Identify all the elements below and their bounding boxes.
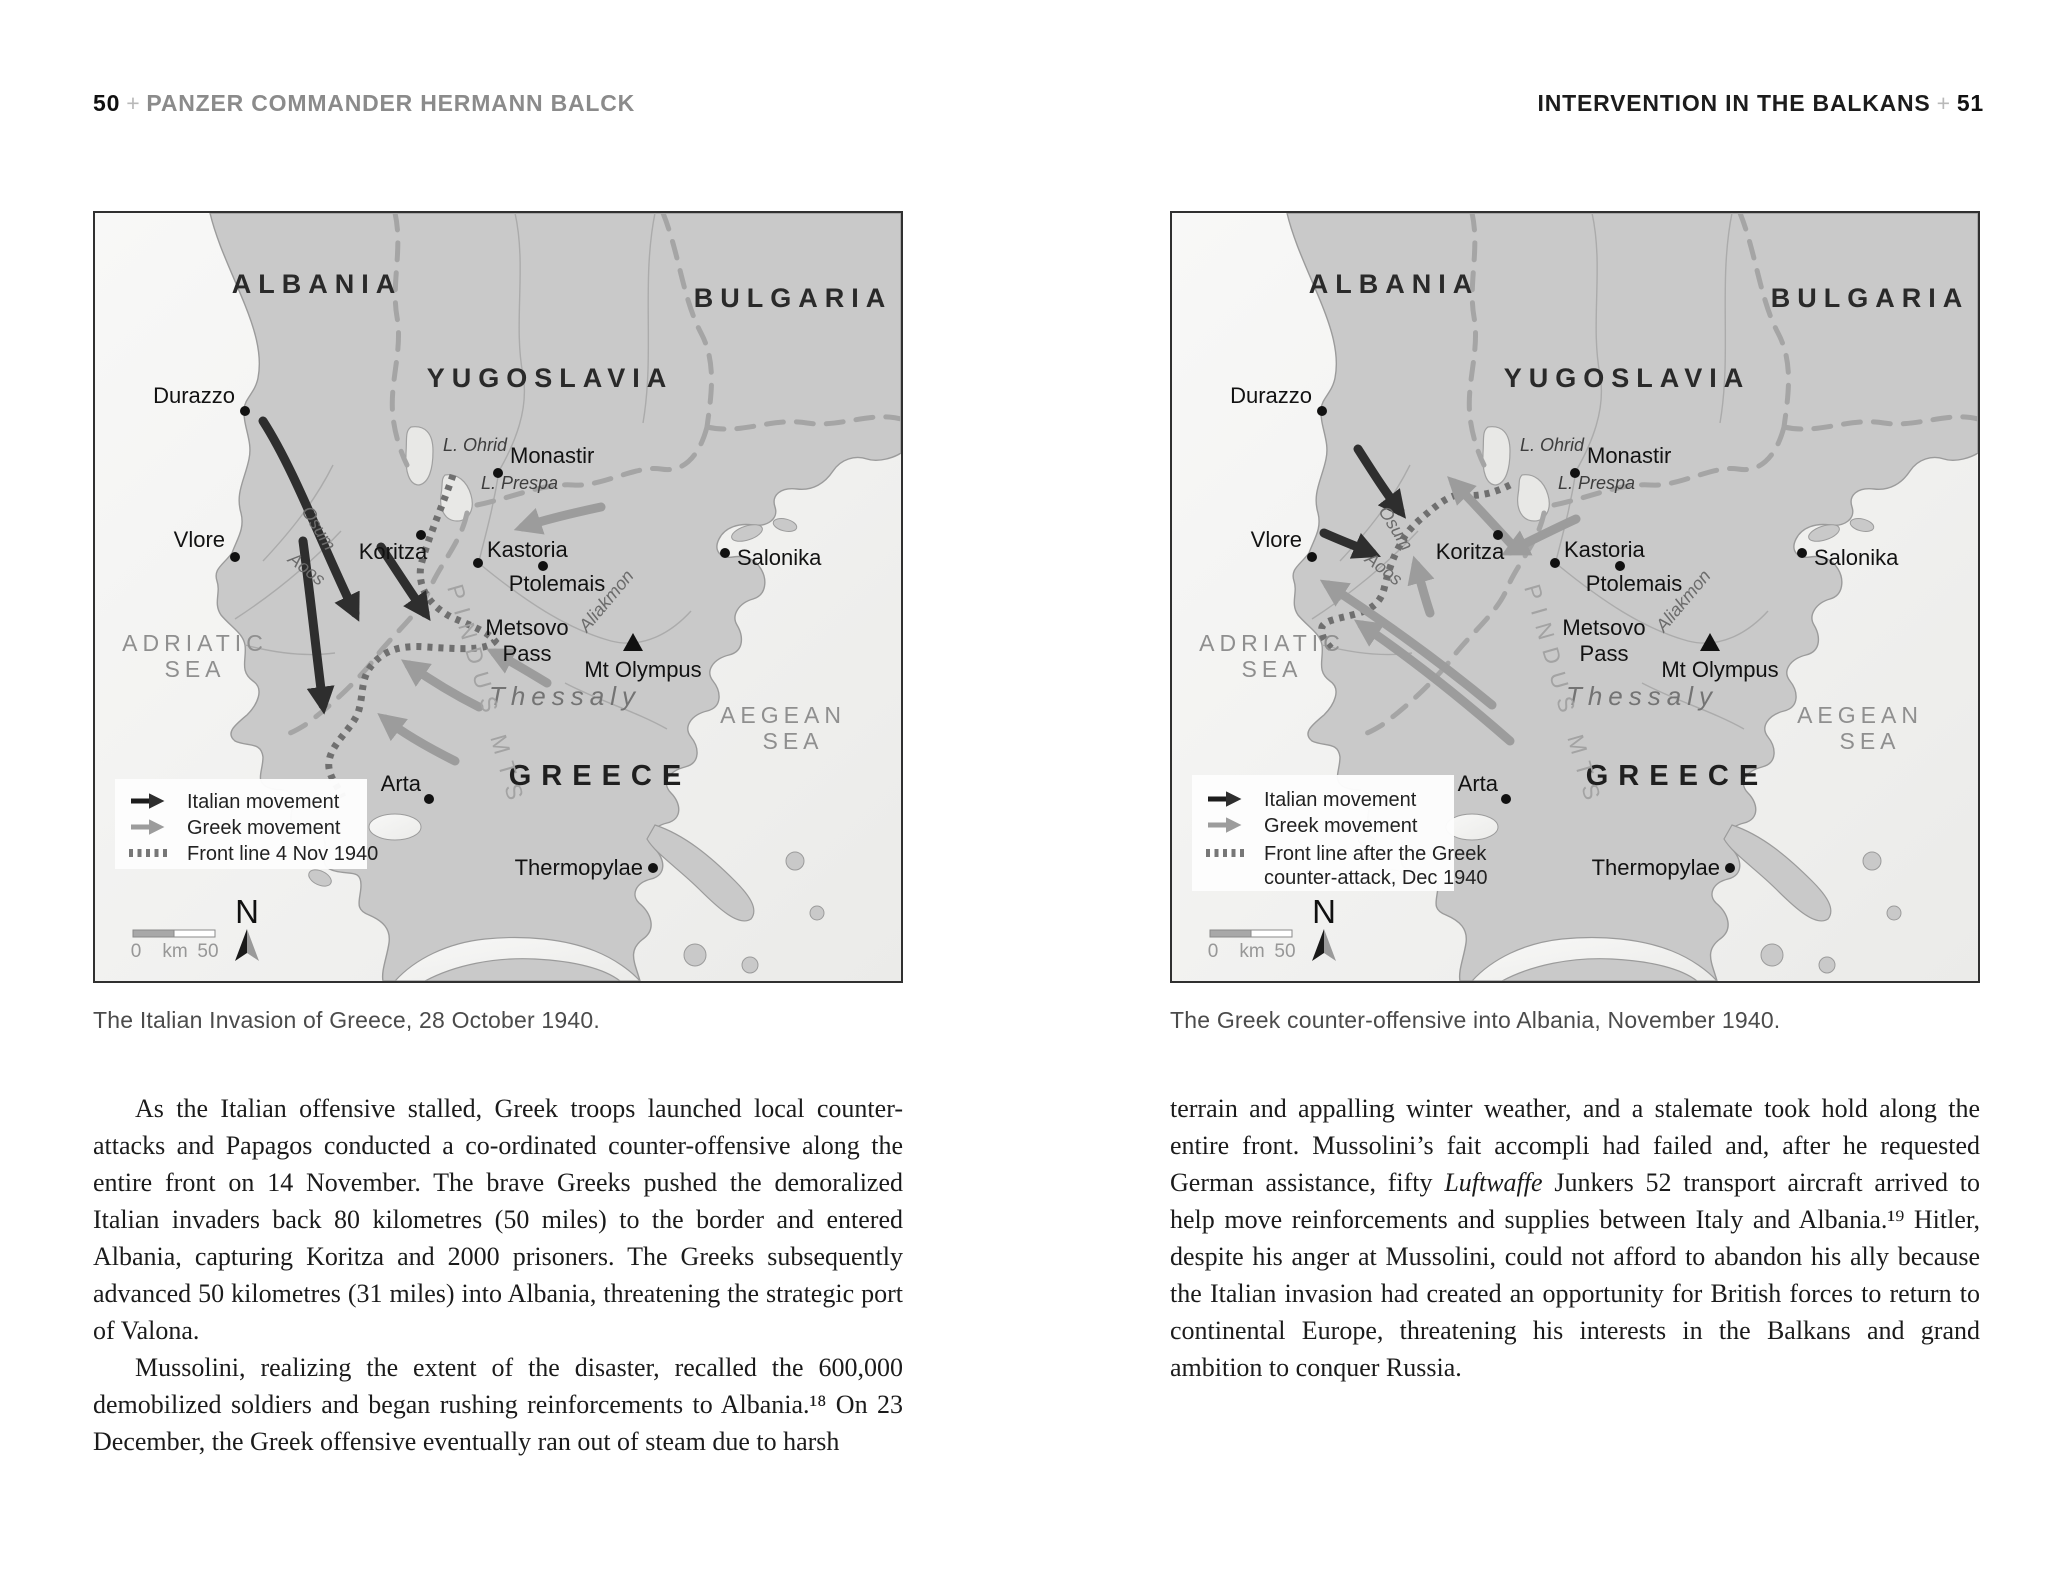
legend-greek-movement: Greek movement: [1264, 815, 1418, 837]
map-greek-counteroffensive: [1170, 211, 1980, 983]
left-page: [93, 211, 903, 1460]
separator-glyph: +: [126, 90, 141, 116]
paragraph: Mussolini, realizing the extent of the disaster, recalled the 600,000 demobilized soldiers and began rushing reinforcements to Albania.¹⁸ On 23 December, the Greek offensive eventually ran out of steam due to harsh: [93, 1353, 903, 1456]
legend-front-line: Front line 4 Nov 1940: [187, 843, 379, 865]
page-number-right: 51: [1956, 90, 1984, 116]
legend-front-line-line1: Front line after the Greek: [1264, 843, 1487, 865]
right-page: [1170, 211, 1980, 1386]
legend-greek-movement: Greek movement: [187, 817, 341, 839]
map-italian-invasion: [93, 211, 903, 983]
map-legend: [115, 779, 378, 869]
paragraph: [1170, 1090, 1980, 1386]
figure-caption-left: The Italian Invasion of Greece, 28 October 1940.: [93, 1007, 600, 1033]
legend-italian-movement: Italian movement: [187, 791, 340, 813]
page-number-left: 50: [93, 90, 121, 116]
figure-caption-right: The Greek counter-offensive into Albania, November 1940.: [1170, 1007, 1781, 1033]
paragraph: As the Italian offensive stalled, Greek troops launched local counter-attacks and Papagos conducted a co-ordinated counter-offensive along the entire front on 14 November. The brave Greeks pushed the demoralized Italian invaders back 80 kilometres (50 miles) to the border and entered Albania, capturing Koritza and 2000 prisoners. The Greeks subsequently advanced 50 kilometres (31 miles) into Albania, threatening the strategic port of Valona.: [93, 1094, 903, 1345]
map-legend: [1192, 775, 1487, 891]
book-title: PANZER COMMANDER HERMANN BALCK: [146, 90, 636, 116]
paragraph-part: Junkers 52 transport aircraft arrived to help move reinforcements and supplies between Italy and Albania.¹⁹ Hitler, despite his anger at Mussolini, could not afford to abandon his ally because the Italian invasion had created an opportunity for British forces to return to continental Europe, threatening his interests in the Balkans and grand ambition to conquer Russia.: [1170, 1168, 1980, 1382]
separator-glyph: +: [1936, 90, 1951, 116]
legend-front-line-line2: counter-attack, Dec 1940: [1264, 867, 1488, 889]
italic-term: Luftwaffe: [1444, 1168, 1543, 1197]
body-text-left: [93, 1090, 903, 1460]
legend-italian-movement: Italian movement: [1264, 789, 1417, 811]
body-text-right: [1170, 1090, 1980, 1386]
running-head-right: [1538, 90, 1984, 117]
running-head-left: [93, 90, 635, 117]
chapter-title: INTERVENTION IN THE BALKANS: [1537, 90, 1931, 116]
paragraph-part: terrain and appalling winter weather, and a stalemate took hold along the entire front. Mussolini’s fait accompli had failed and, after he requested German assistance, fifty: [1170, 1094, 1980, 1197]
